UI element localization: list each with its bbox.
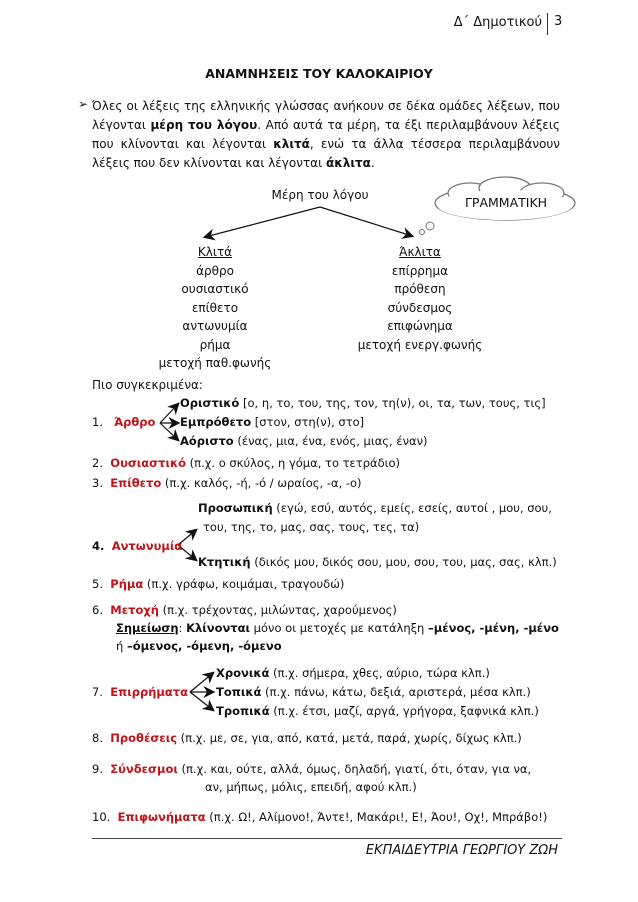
adverb-time: Χρονικά (π.χ. σήμερα, χθες, αύριο, τώρα κλπ.) bbox=[216, 666, 490, 680]
intro-text: Όλες οι λέξεις της ελληνικής γλώσσας ανήκουν σε δέκα ομάδες λέξεων, που λέγονται bbox=[92, 99, 560, 132]
inflected-item: επίθετο bbox=[191, 300, 239, 315]
diagram-root: Μέρη του λόγου bbox=[271, 188, 369, 202]
uninflected-item: σύνδεσμος bbox=[387, 300, 453, 315]
article-bracket bbox=[160, 404, 178, 440]
pronoun-personal-cont: του, της, το, μας, σας, τους, τες, τα) bbox=[203, 520, 420, 534]
article-definite: Οριστικό [ο, η, το, του, της, τον, τη(ν), οι, τα, των, τους, τις] bbox=[180, 396, 546, 410]
uninflected-item: πρόθεση bbox=[394, 282, 446, 296]
participle-note-cont: ή –όμενος, -όμενη, -όμενο bbox=[116, 639, 282, 653]
intro-bold-parts: μέρη του λόγου bbox=[150, 118, 258, 132]
adverb-label: 7. Επιρρήματα bbox=[92, 685, 188, 699]
inflected-title: Κλιτά bbox=[197, 245, 233, 259]
intro-bold-uninflected: άκλιτα bbox=[325, 156, 371, 170]
page-title: ΑΝΑΜΝΗΣΕΙΣ ΤΟΥ ΚΑΛΟΚΑΙΡΙΟΥ bbox=[205, 66, 433, 81]
adverb-place: Τοπικά (π.χ. πάνω, κάτω, δεξιά, αριστερά, μέσα κλπ.) bbox=[216, 685, 531, 699]
uninflected-item: μετοχή ενεργ.φωνής bbox=[357, 337, 483, 352]
specific-label: Πιο συγκεκριμένα: bbox=[92, 378, 203, 392]
inflected-column bbox=[150, 243, 280, 373]
inflected-item: αντωνυμία bbox=[182, 319, 248, 333]
intro-text: , ενώ τα άλλα τέσσερα περιλαμβάνουν λέξεις που δεν κλίνονται και λέγονται bbox=[92, 137, 561, 170]
item-interjections: 10. Επιφωνήματα (π.χ. Ω!, Αλίμονο!, Άντε!, Μακάρι!, Ε!, Άου!, Οχ!, Μπράβο!) bbox=[92, 810, 548, 824]
inflected-item: ουσιαστικό bbox=[181, 282, 249, 296]
adverb-bracket bbox=[190, 673, 213, 710]
intro-bold-inflected: κλιτά bbox=[273, 137, 310, 151]
article-label: 1. Άρθρο bbox=[92, 415, 156, 429]
inflected-item: άρθρο bbox=[196, 263, 234, 278]
uninflected-item: επίρρημα bbox=[391, 263, 449, 278]
article-prepositional: Εμπρόθετο [στον, στη(ν), στο] bbox=[180, 415, 365, 429]
conjunctions-cont: αν, μήπως, μόλις, επειδή, αφού κλπ.) bbox=[205, 780, 417, 794]
footer-author: ΕΚΠΑΙΔΕΥΤΡΙΑ ΓΕΩΡΓΙΟΥ ΖΩΗ bbox=[365, 843, 558, 858]
item-conjunctions: 9. Σύνδεσμοι (π.χ. και, ούτε, αλλά, όμως, δηλαδή, γιατί, ότι, όταν, για να, bbox=[92, 762, 532, 776]
item-participle: 6. Μετοχή (π.χ. τρέχοντας, μιλώντας, χαρούμενος) bbox=[92, 603, 397, 617]
grade-header: Δ΄ Δημοτικού bbox=[453, 15, 542, 30]
item-adjective: 3. Επίθετο (π.χ. καλός, -ή, -ό / ωραίος, -α, -ο) bbox=[92, 476, 362, 490]
item-verb: 5. Ρήμα (π.χ. γράφω, κοιμάμαι, τραγουδώ) bbox=[92, 577, 345, 591]
pronoun-possessive: Κτητική (δικός μου, δικός σου, μου, σου, του, μας, σας, κλπ.) bbox=[198, 555, 557, 569]
arrow-bullet-icon: ➢ bbox=[78, 97, 89, 111]
inflected-item: μετοχή παθ.φωνής bbox=[158, 356, 272, 370]
intro-text: . Από αυτά τα μέρη, τα έξι περιλαμβάνουν λέξεις που κλίνονται και λέγονται bbox=[92, 118, 560, 151]
participle-note: Σημείωση: Κλίνονται μόνο οι μετοχές με κατάληξη –μένος, -μένη, -μένο bbox=[116, 621, 559, 635]
pronoun-personal: Προσωπική (εγώ, εσύ, αυτός, εμείς, εσείς, αυτοί , μου, σου, bbox=[198, 501, 552, 515]
inflected-item: ρήμα bbox=[199, 337, 231, 352]
item-prepositions: 8. Προθέσεις (π.χ. με, σε, για, από, κατά, μετά, παρά, χωρίς, δίχως κλπ.) bbox=[92, 731, 522, 745]
arrow-to-uninflected bbox=[320, 207, 412, 236]
arrow-to-inflected bbox=[205, 207, 320, 237]
article-indefinite: Αόριστο (ένας, μια, ένα, ενός, μιας, έναν) bbox=[180, 434, 428, 448]
page-number: 3 bbox=[554, 14, 563, 29]
item-noun: 2. Ουσιαστικό (π.χ. ο σκύλος, η γόμα, το τετράδιο) bbox=[92, 456, 401, 470]
adverb-manner: Τροπικά (π.χ. έτσι, μαζί, αργά, γρήγορα, ξαφνικά κλπ.) bbox=[216, 704, 539, 718]
uninflected-item: επιφώνημα bbox=[387, 319, 453, 333]
intro-text: . bbox=[370, 156, 375, 170]
cloud-label: ΓΡΑΜΜΑΤΙΚΗ bbox=[464, 195, 548, 210]
pronoun-label: 4. Αντωνυμία bbox=[92, 539, 183, 553]
uninflected-title: Άκλιτα bbox=[399, 245, 441, 259]
uninflected-column bbox=[350, 243, 490, 354]
footer-divider bbox=[92, 838, 562, 839]
